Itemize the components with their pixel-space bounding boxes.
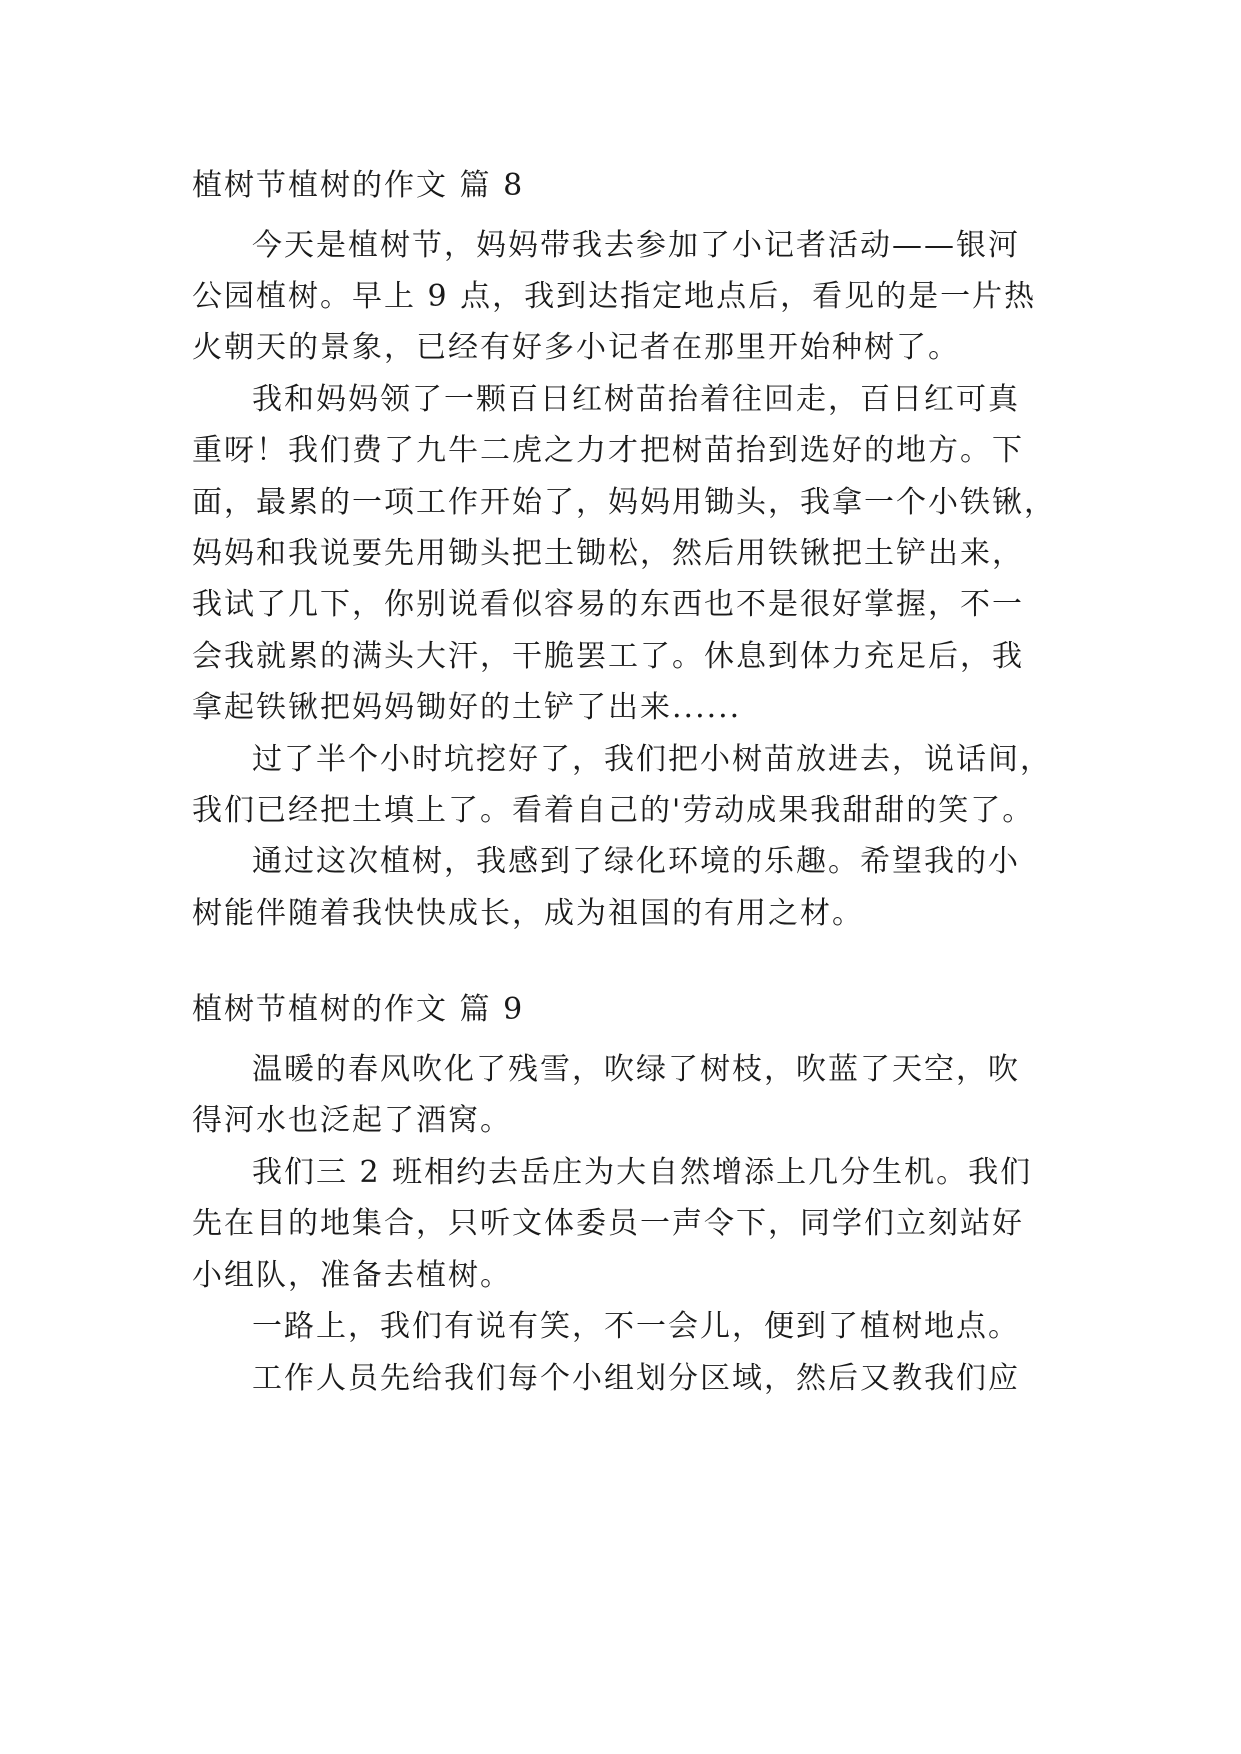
paragraph-line: 妈妈和我说要先用锄头把土锄松，然后用铁锹把土铲出来，: [192, 536, 1024, 571]
paragraph-line: 火朝天的景象，已经有好多小记者在那里开始种树了。: [192, 330, 960, 365]
section-heading: 植树节植树的作文 篇 8: [192, 168, 525, 203]
paragraph-line: 工作人员先给我们每个小组划分区域，然后又教我们应: [252, 1361, 1020, 1396]
paragraph-line: 一路上，我们有说有笑，不一会儿，便到了植树地点。: [252, 1309, 1020, 1344]
paragraph-line: 公园植树。早上 9 点，我到达指定地点后，看见的是一片热: [192, 279, 1037, 314]
paragraph-line: 拿起铁锹把妈妈锄好的土铲了出来......: [192, 690, 742, 725]
paragraph-line: 我们三 2 班相约去岳庄为大自然增添上几分生机。我们: [252, 1155, 1033, 1190]
paragraph-line: 重呀！我们费了九牛二虎之力才把树苗抬到选好的地方。下: [192, 433, 1024, 468]
paragraph-line: 会我就累的满头大汗，干脆罢工了。休息到体力充足后，我: [192, 639, 1024, 674]
paragraph-line: 面，最累的一项工作开始了，妈妈用锄头，我拿一个小铁锹，: [192, 485, 1056, 520]
paragraph-line: 先在目的地集合，只听文体委员一声令下，同学们立刻站好: [192, 1206, 1024, 1241]
paragraph-line: 我试了几下，你别说看似容易的东西也不是很好掌握，不一: [192, 587, 1024, 622]
paragraph-line: 我们已经把土填上了。看着自己的'劳动成果我甜甜的笑了。: [192, 793, 1035, 828]
paragraph-line: 树能伴随着我快快成长，成为祖国的有用之材。: [192, 896, 864, 931]
paragraph-line: 今天是植树节，妈妈带我去参加了小记者活动——银河: [252, 228, 1020, 263]
paragraph-line: 温暖的春风吹化了残雪，吹绿了树枝，吹蓝了天空，吹: [252, 1052, 1020, 1087]
paragraph-line: 得河水也泛起了酒窝。: [192, 1103, 512, 1138]
paragraph-line: 我和妈妈领了一颗百日红树苗抬着往回走，百日红可真: [252, 382, 1020, 417]
section-heading: 植树节植树的作文 篇 9: [192, 992, 525, 1027]
paragraph-line: 通过这次植树，我感到了绿化环境的乐趣。希望我的小: [252, 844, 1020, 879]
paragraph-line: 过了半个小时坑挖好了，我们把小树苗放进去，说话间，: [252, 742, 1052, 777]
paragraph-line: 小组队，准备去植树。: [192, 1258, 512, 1293]
